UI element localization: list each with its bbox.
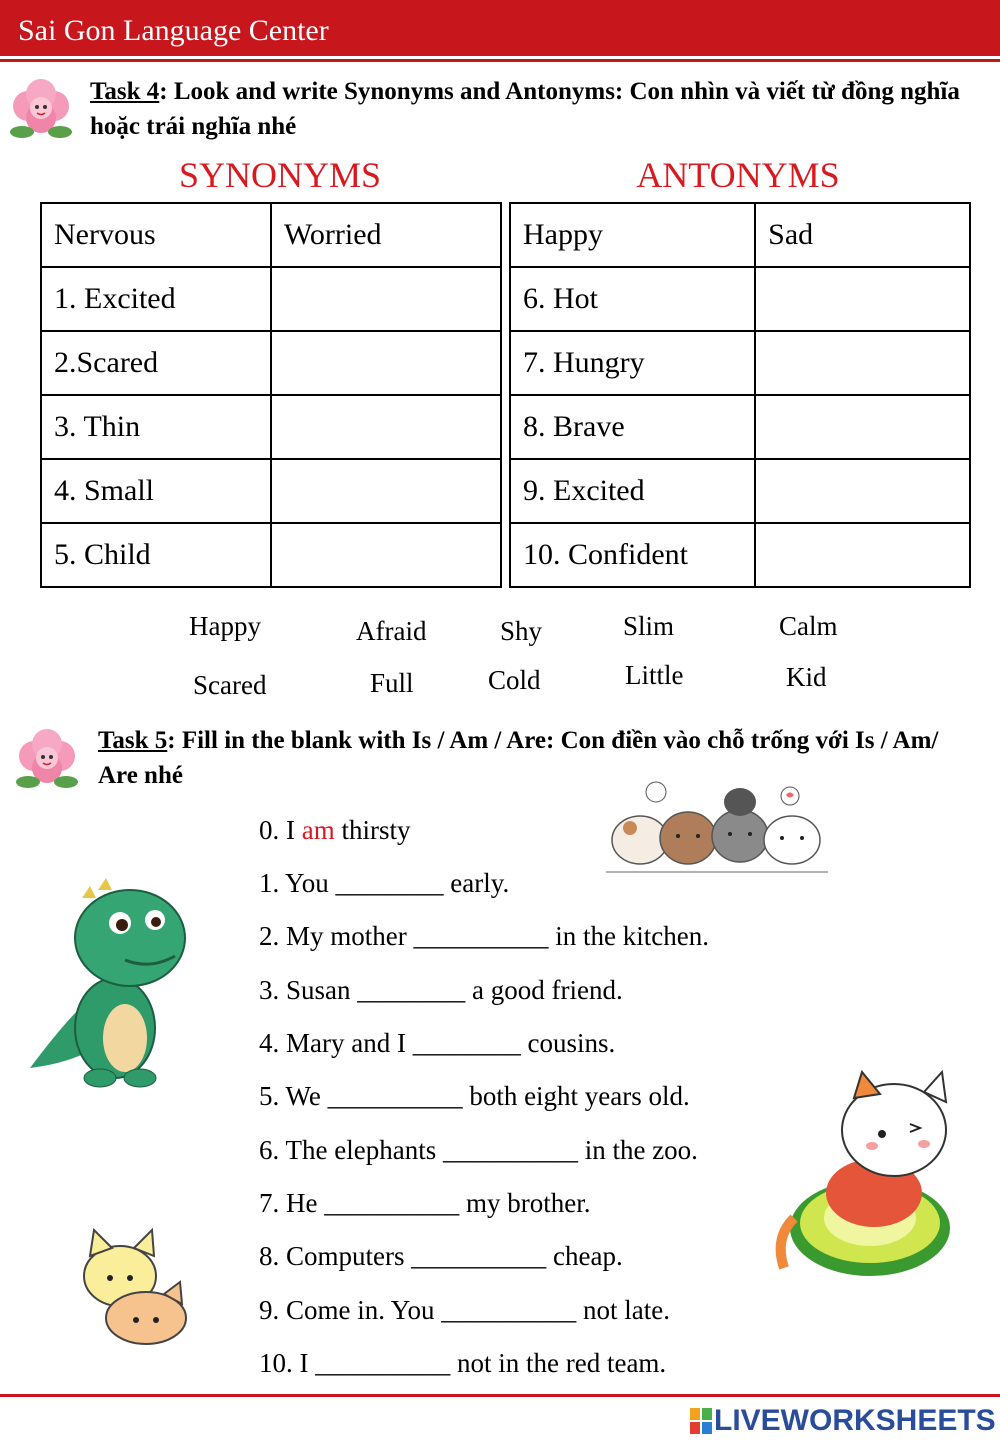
synonyms-row	[41, 459, 501, 523]
antonyms-word-cell: 7. Hungry	[510, 331, 755, 395]
synonyms-row	[41, 395, 501, 459]
flower-icon	[8, 76, 74, 142]
word-bank-item[interactable]: Little	[625, 660, 684, 690]
synonyms-answer-cell: Worried	[271, 203, 501, 267]
sentence-10[interactable]: 10. I __________ not in the red team.	[259, 1348, 667, 1378]
antonyms-row	[510, 523, 970, 587]
antonyms-answer-cell[interactable]	[755, 395, 970, 459]
header-divider	[0, 59, 1000, 62]
antonyms-row	[510, 459, 970, 523]
antonyms-answer-cell[interactable]	[755, 523, 970, 587]
antonyms-row	[510, 267, 970, 331]
header-title: Sai Gon Language Center	[18, 14, 329, 47]
word-bank-item[interactable]: Scared	[193, 670, 267, 700]
liveworksheets-logo-text: LIVEWORKSHEETS	[714, 1404, 996, 1437]
flower-icon	[14, 726, 80, 792]
word-bank-item[interactable]: Calm	[779, 611, 838, 641]
synonyms-word-cell: 2.Scared	[41, 331, 271, 395]
synonyms-word-cell: Nervous	[41, 203, 271, 267]
word-bank-item[interactable]: Kid	[786, 662, 827, 692]
antonyms-answer-cell[interactable]	[755, 331, 970, 395]
synonyms-word-cell: 1. Excited	[41, 267, 271, 331]
antonyms-row	[510, 331, 970, 395]
dinosaur-illustration	[20, 878, 190, 1093]
task4-heading	[90, 74, 970, 144]
header-bar	[0, 0, 1000, 56]
antonyms-word-cell: 9. Excited	[510, 459, 755, 523]
synonyms-word-cell: 3. Thin	[41, 395, 271, 459]
synonyms-title: SYNONYMS	[178, 155, 382, 195]
example-sentence	[259, 815, 411, 846]
synonyms-row	[41, 267, 501, 331]
synonyms-word-cell: 4. Small	[41, 459, 271, 523]
sentence-8[interactable]: 8. Computers __________ cheap.	[259, 1241, 623, 1271]
synonyms-row	[41, 331, 501, 395]
word-bank-item[interactable]: Cold	[488, 665, 541, 695]
liveworksheets-logo	[690, 1405, 996, 1437]
antonyms-answer-cell[interactable]	[755, 267, 970, 331]
sentence-1[interactable]: 1. You ________ early.	[259, 868, 510, 898]
liveworksheets-logo-icon	[690, 1408, 712, 1434]
task5-heading	[98, 723, 968, 793]
word-bank-item[interactable]: Happy	[189, 611, 261, 641]
antonyms-word-cell: 10. Confident	[510, 523, 755, 587]
avocado-cat-illustration	[764, 1068, 976, 1288]
sentence-9[interactable]: 9. Come in. You __________ not late.	[259, 1295, 671, 1325]
word-bank-item[interactable]: Full	[370, 668, 414, 698]
word-bank-item[interactable]: Afraid	[356, 616, 427, 646]
cats-illustration	[600, 762, 834, 878]
synonyms-answer-cell[interactable]	[271, 395, 501, 459]
word-bank-item[interactable]: Shy	[500, 616, 543, 646]
task4-text: : Look and write Synonyms and Antonyms: Con nhìn và viết từ đồng nghĩa hoặc trái nghĩa nhé	[90, 78, 960, 140]
sentence-2[interactable]: 2. My mother __________ in the kitchen.	[259, 921, 709, 951]
example-answer: am	[301, 815, 335, 845]
example-before: 0. I	[259, 815, 302, 845]
sentence-3[interactable]: 3. Susan ________ a good friend.	[259, 975, 623, 1005]
synonyms-answer-cell[interactable]	[271, 459, 501, 523]
antonyms-title: ANTONYMS	[636, 155, 840, 195]
synonyms-row	[41, 523, 501, 587]
sentence-4[interactable]: 4. Mary and I ________ cousins.	[259, 1028, 616, 1058]
synonyms-answer-cell[interactable]	[271, 523, 501, 587]
word-bank-item[interactable]: Slim	[623, 611, 675, 641]
synonyms-table	[40, 202, 502, 588]
antonyms-row	[510, 203, 970, 267]
antonyms-row	[510, 395, 970, 459]
sentence-5[interactable]: 5. We __________ both eight years old.	[259, 1081, 690, 1111]
task5-text: : Fill in the blank with Is / Am / Are: Con điền vào chỗ trống với Is / Am/ Are nhé	[98, 727, 939, 789]
sentence-6[interactable]: 6. The elephants __________ in the zoo.	[259, 1135, 698, 1165]
task4-label: Task 4	[90, 78, 160, 105]
synonyms-row	[41, 203, 501, 267]
synonyms-answer-cell[interactable]	[271, 331, 501, 395]
kittens-illustration	[72, 1224, 200, 1348]
antonyms-word-cell: 6. Hot	[510, 267, 755, 331]
task5-label: Task 5	[98, 727, 168, 754]
example-after: thirsty	[334, 815, 411, 845]
antonyms-table	[509, 202, 971, 588]
sentence-7[interactable]: 7. He __________ my brother.	[259, 1188, 591, 1218]
synonyms-word-cell: 5. Child	[41, 523, 271, 587]
antonyms-word-cell: Happy	[510, 203, 755, 267]
antonyms-word-cell: 8. Brave	[510, 395, 755, 459]
footer-divider	[0, 1394, 1000, 1397]
antonyms-answer-cell[interactable]	[755, 459, 970, 523]
synonyms-answer-cell[interactable]	[271, 267, 501, 331]
antonyms-answer-cell: Sad	[755, 203, 970, 267]
